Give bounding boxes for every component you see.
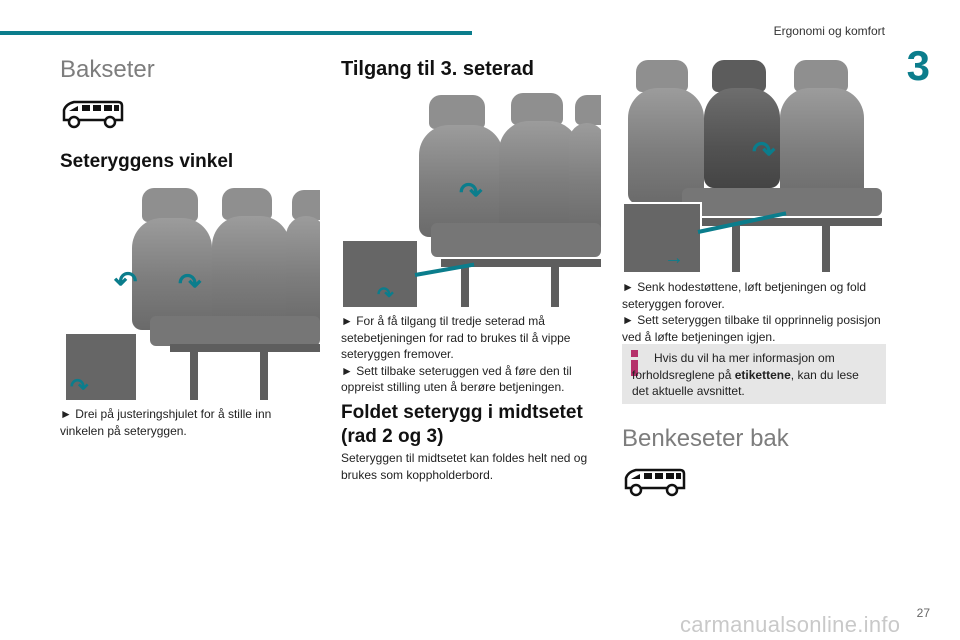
page-number: 27 — [916, 606, 930, 620]
info-box — [622, 344, 886, 404]
fold-center-seat-illustration — [622, 58, 886, 272]
heading-foldet-seterygg: Foldet seterygg i midtsetet (rad 2 og 3) — [341, 402, 583, 447]
curved-arrow-icon: ↷ — [178, 268, 202, 299]
info-text: Hvis du vil ha mer informasjon om forholdsreglene på etikettene, kan du lese det aktuelle avsnittet. — [632, 351, 859, 399]
heading-benkeseter-bak: Benkeseter bak — [622, 425, 789, 452]
heading-tilgang: Tilgang til 3. seterad — [341, 58, 535, 80]
instruction-fold-forward: ► Senk hodestøttene, løft betjeningen og fold seteryggen forover. — [622, 280, 867, 311]
curved-arrow-icon: ↷ — [752, 136, 776, 167]
instruction-recline: ► Drei på justeringshjulet for å stille inn vinkelen på seteryggen. — [60, 407, 272, 438]
third-row-access-illustration — [341, 93, 601, 307]
heading-bakseter: Bakseter — [60, 56, 155, 83]
curved-arrow-icon: → — [664, 247, 684, 269]
section-title: Ergonomi og komfort — [773, 24, 885, 38]
instruction-return-back: ► Sett tilbake seteruggen ved å føre den til oppreist stilling uten å berøre betjeningen. — [341, 363, 572, 395]
curved-arrow-icon: ↷ — [377, 284, 394, 306]
heading-seteryggens-vinkel: Seteryggens vinkel — [60, 151, 234, 172]
headrest-lever-detail — [622, 202, 702, 272]
seat-recline-illustration — [60, 186, 320, 400]
header-accent-bar — [0, 31, 472, 35]
van-icon — [622, 466, 686, 498]
curved-arrow-icon: ↷ — [70, 374, 89, 399]
column-1 — [60, 56, 320, 84]
text-cupholder-table: Seteryggen til midtsetet kan foldes helt ned og brukes som koppholderbord. — [341, 451, 588, 482]
headrest — [142, 188, 198, 222]
curved-arrow-icon: ↶ — [114, 266, 138, 297]
chapter-number: 3 — [906, 42, 930, 89]
instruction-tilt-forward: ► For å få tilgang til tredje seterad må setebetjeningen for rad to brukes til å vippe seteryggen fremover. — [341, 314, 571, 362]
van-icon — [60, 98, 124, 130]
column-1-sub — [60, 150, 320, 174]
instruction-restore: ► Sett seteryggen tilbake til opprinnelig posisjon ved å løfte betjeningen igjen. — [622, 313, 881, 344]
info-link-etikettene[interactable]: etikettene — [734, 367, 791, 382]
watermark: carmanualsonline.info — [680, 612, 901, 637]
curved-arrow-icon: ↷ — [459, 177, 483, 208]
